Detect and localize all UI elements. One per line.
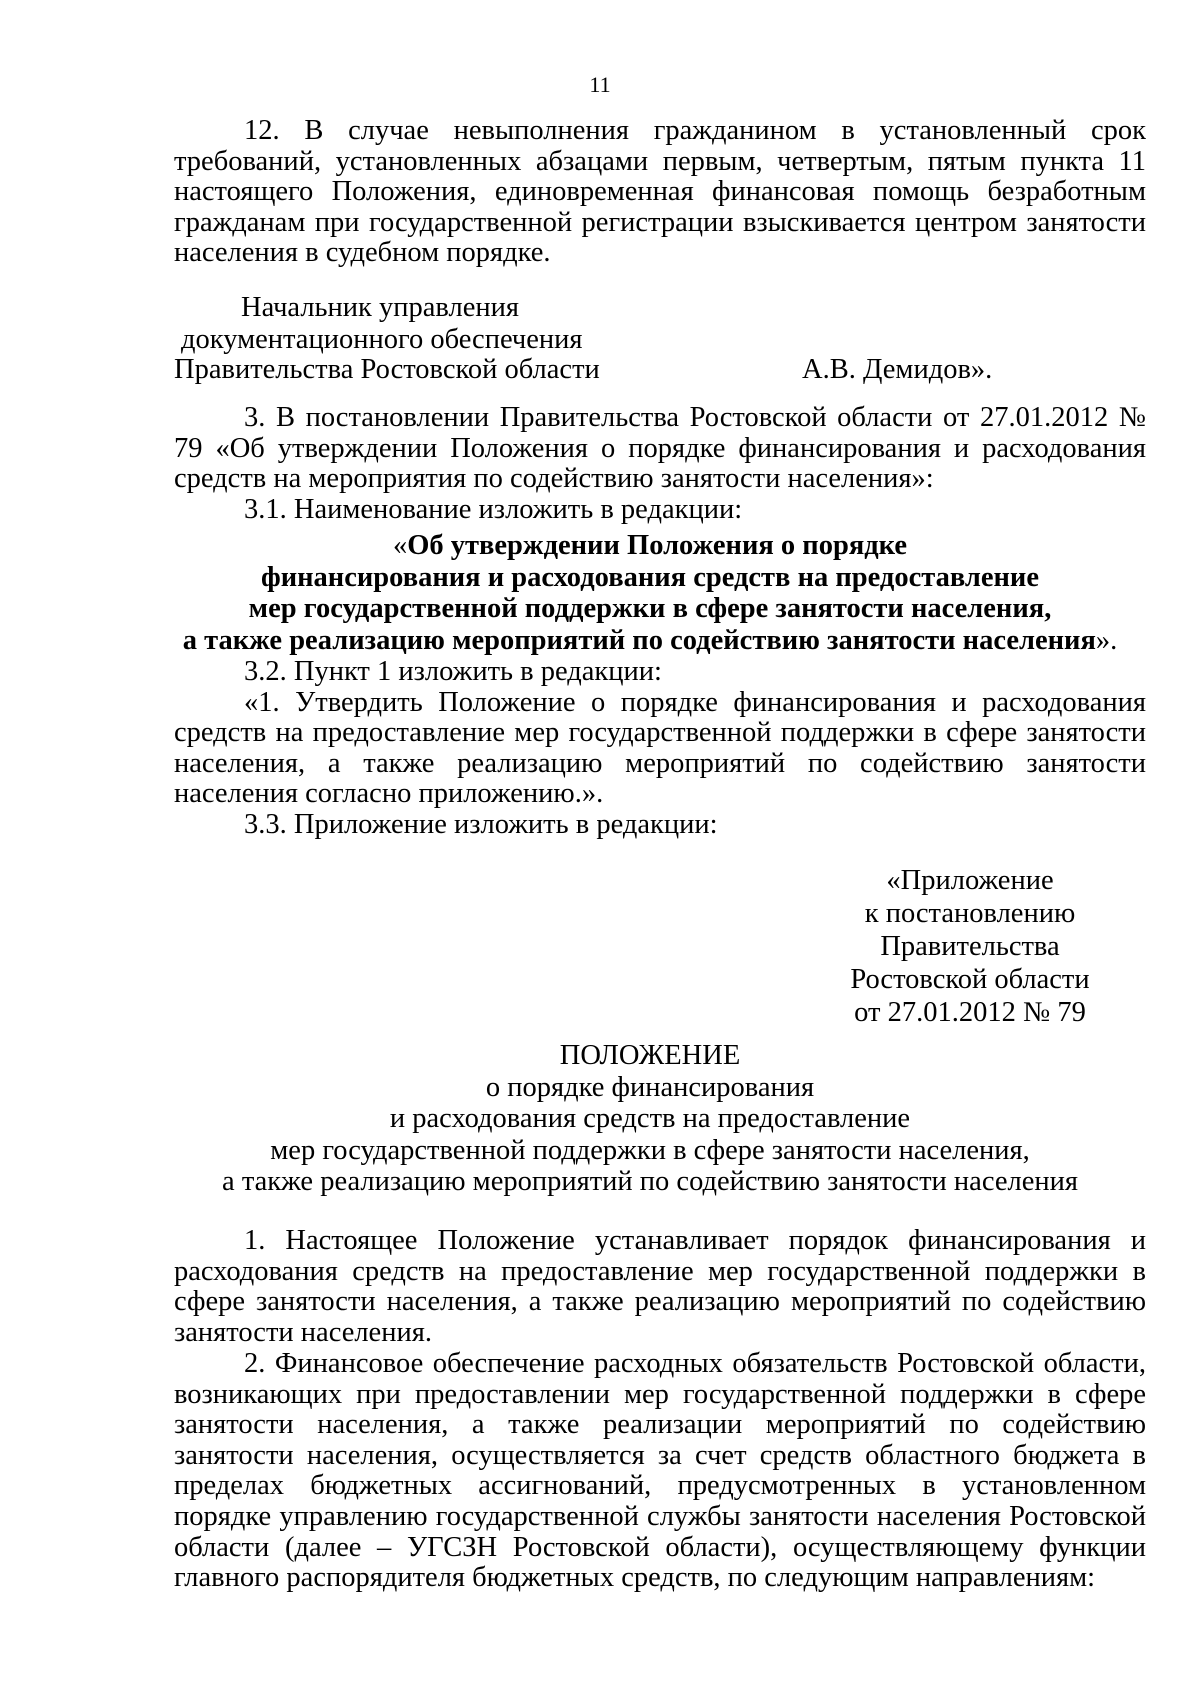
signature-name: А.В. Демидов». (802, 354, 993, 385)
new-title-text-2: финансирования и расходования средств на предоставление (261, 561, 1039, 593)
new-title-line-2 (150, 562, 1150, 594)
paragraph-3-2: 3.2. Пункт 1 изложить в редакции: (244, 656, 662, 687)
new-title-line-1 (150, 530, 1150, 562)
section-3 (174, 403, 1146, 525)
new-title-text-1: Об утверждении Положения о порядке (407, 530, 908, 561)
signature-position-line-3: Правительства Ростовской области (174, 354, 600, 385)
appendix-line-2: к постановлению (864, 898, 1076, 929)
appendix-line-5: от 27.01.2012 № 79 (854, 997, 1086, 1028)
appendix-line-3: Правительства (880, 931, 1060, 962)
appendix-line-1: «Приложение (886, 865, 1054, 896)
polozhenie-line-1: о порядке финансирования (485, 1071, 815, 1103)
signature-position-line-1: Начальник управления (241, 292, 519, 323)
section-3-2 (174, 657, 1146, 841)
paragraph-12: 12. В случае невыполнения гражданином в установленный срок требований, установленных абзацами первым, четвертым, пятым пункта 11 настоящего Положения, единовременная финансовая помощь безработным гражданам при государственной регистрации взыскивается центром занятости населения в судебном порядке. (174, 115, 1146, 269)
new-title-line-4 (150, 625, 1150, 657)
appendix-line-4: Ростовской области (850, 964, 1090, 995)
polozhenie-line-3: мер государственной поддержки в сфере занятости населения, (270, 1134, 1030, 1166)
new-title-close: ». (1095, 624, 1118, 656)
new-title-block (150, 530, 1150, 656)
item-1: 1. Настоящее Положение устанавливает порядок финансирования и расходования средств на предоставление мер государственной поддержки в сфере занятости населения, а также реализацию мероприятий по содействию занятости населения. (174, 1225, 1146, 1348)
paragraph-3-1: 3.1. Наименование изложить в редакции: (244, 493, 743, 525)
new-title-open-quote: « (392, 530, 408, 561)
polozhenie-line-2: и расходования средств на предоставление (389, 1103, 911, 1134)
new-title-line-3 (150, 593, 1150, 625)
polozhenie-line-4: а также реализацию мероприятий по содействию занятости населения (222, 1166, 1078, 1197)
new-title-text-3: мер государственной поддержки в сфере занятости населения, (248, 593, 1052, 624)
new-title-text-4: а также реализацию мероприятий по содействию занятости населения (182, 624, 1096, 656)
paragraph-3-2-text: «1. Утвердить Положение о порядке финансирования и расходования средств на предоставление мер государственной поддержки в сфере занятости населения, а также реализацию мероприятий по содействию занятости населения согласно приложению.». (174, 686, 1146, 810)
polozhenie-title (150, 1040, 1150, 1198)
signature-position-line-2: документационного обеспечения (181, 324, 583, 355)
page-number: 11 (589, 72, 611, 97)
paragraph-3: 3. В постановлении Правительства Ростовской области от 27.01.2012 № 79 «Об утверждении Положения о порядке финансирования и расходования средств на мероприятия по содействию занятости населения»: (174, 402, 1146, 495)
paragraph-3-3: 3.3. Приложение изложить в редакции: (244, 808, 718, 840)
item-2: 2. Финансовое обеспечение расходных обязательств Ростовской области, возникающих при предоставлении мер государственной поддержки в сфере занятости населения, а также реализации мероприятий по содействию занятости населения, осуществляется за счет средств областного бюджета в пределах бюджетных ассигнований, предусмотренных в установленном порядке управлению государственной службы занятости населения Ростовской области (далее – УГСЗН Ростовской области), осуществляющему функции главного распорядителя бюджетных средств, по следующим направлениям: (174, 1348, 1146, 1594)
polozhenie-heading: ПОЛОЖЕНИЕ (559, 1040, 741, 1071)
appendix-header (820, 864, 1120, 1029)
